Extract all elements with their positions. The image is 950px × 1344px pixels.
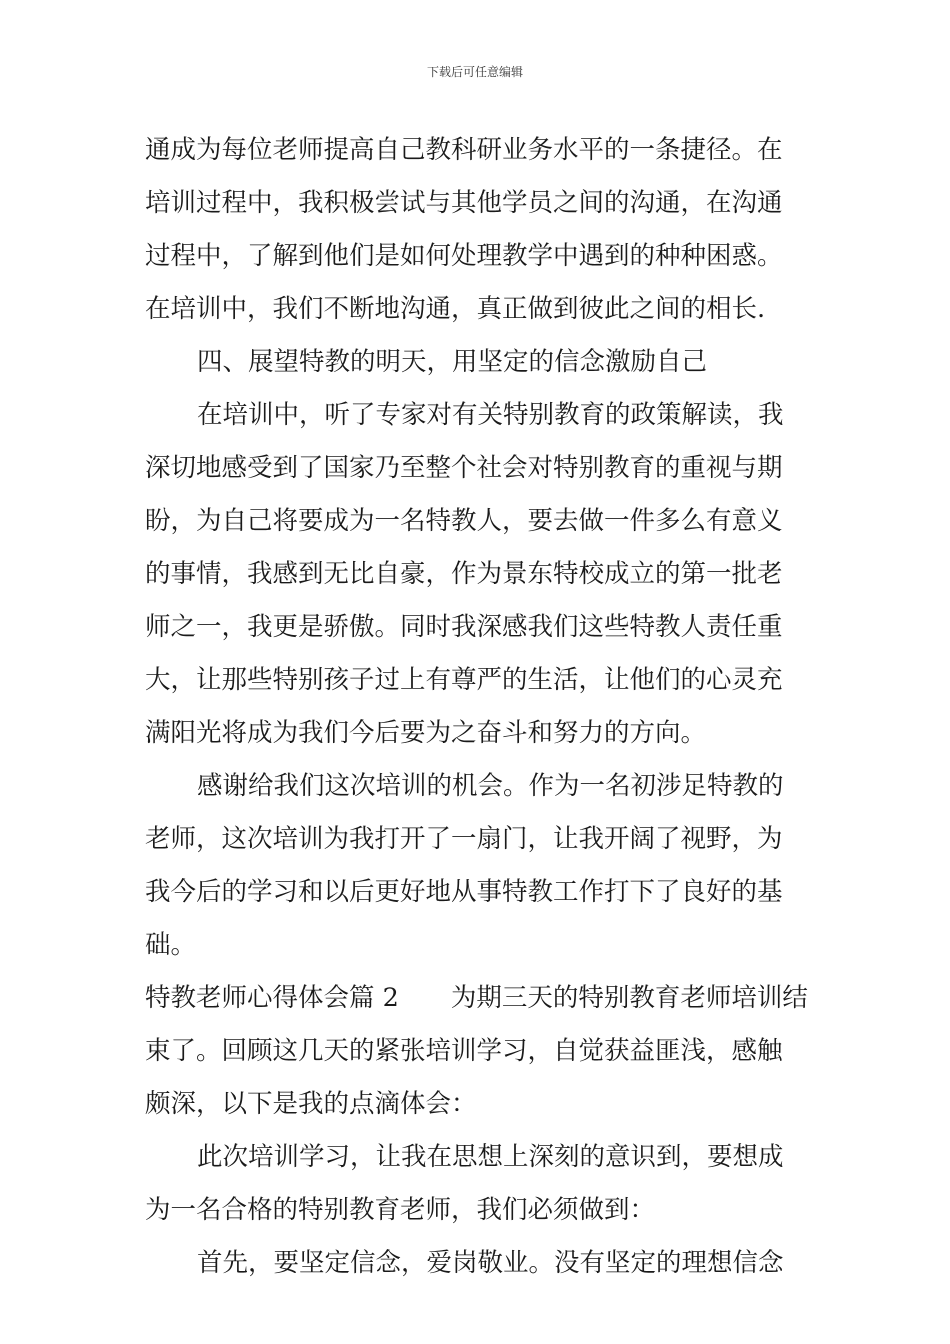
paragraph-line: 的事情，我感到无比自豪，作为景东特校成立的第一批老 bbox=[145, 559, 783, 589]
section-heading: 四、展望特教的明天，用坚定的信念激励自己 bbox=[197, 347, 708, 377]
section-title: 特教老师心得体会篇 2 bbox=[145, 983, 399, 1013]
paragraph-line: 师之一，我更是骄傲。同时我深感我们这些特教人责任重 bbox=[145, 612, 783, 642]
paragraph-line: 盼，为自己将要成为一名特教人，要去做一件多么有意义 bbox=[145, 506, 783, 536]
paragraph-line: 老师，这次培训为我打开了一扇门，让我开阔了视野，为 bbox=[145, 824, 783, 854]
paragraph-line: 在培训中，听了专家对有关特别教育的政策解读，我 bbox=[197, 400, 784, 430]
paragraph-line: 础。 bbox=[145, 930, 197, 960]
paragraph-line: 此次培训学习，让我在思想上深刻的意识到，要想成 bbox=[197, 1142, 784, 1172]
paragraph-text: 为期三天的特别教育老师培训结 bbox=[450, 983, 808, 1013]
paragraph-line: 在培训中，我们不断地沟通，真正做到彼此之间的相长. bbox=[145, 294, 766, 324]
page-header: 下载后可任意编辑 bbox=[426, 65, 523, 79]
section-title-line bbox=[145, 972, 810, 1025]
paragraph-line: 满阳光将成为我们今后要为之奋斗和努力的方向。 bbox=[145, 718, 707, 748]
paragraph-line: 我今后的学习和以后更好地从事特教工作打下了良好的基 bbox=[145, 877, 783, 907]
paragraph-line: 深切地感受到了国家乃至整个社会对特别教育的重视与期 bbox=[145, 453, 783, 483]
paragraph-line: 大，让那些特别孩子过上有尊严的生活，让他们的心灵充 bbox=[145, 665, 783, 695]
paragraph-line: 颇深，以下是我的点滴体会： bbox=[145, 1089, 477, 1119]
paragraph-line: 培训过程中，我积极尝试与其他学员之间的沟通，在沟通 bbox=[145, 188, 783, 218]
paragraph-line: 通成为每位老师提高自己教科研业务水平的一条捷径。在 bbox=[145, 135, 783, 165]
paragraph-line: 过程中，了解到他们是如何处理教学中遇到的种种困惑。 bbox=[145, 241, 783, 271]
paragraph-line: 感谢给我们这次培训的机会。作为一名初涉足特教的 bbox=[197, 771, 784, 801]
paragraph-line: 为一名合格的特别教育老师，我们必须做到： bbox=[145, 1195, 656, 1225]
paragraph-line: 束了。回顾这几天的紧张培训学习，自觉获益匪浅，感触 bbox=[145, 1036, 783, 1066]
document-body bbox=[145, 124, 810, 1290]
paragraph-line: 首先，要坚定信念，爱岗敬业。没有坚定的理想信念 bbox=[197, 1248, 784, 1278]
